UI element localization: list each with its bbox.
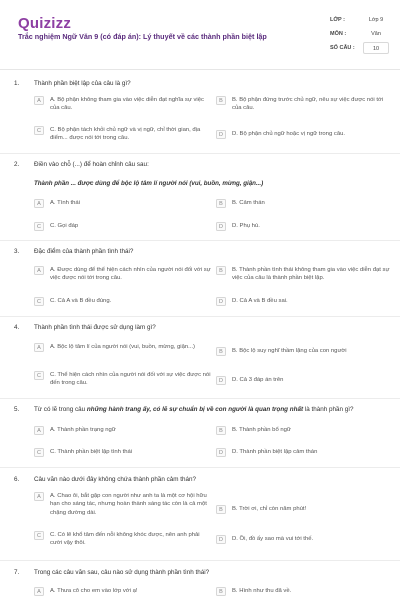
question-text: Thành phần tình thái được sử dụng làm gì? — [34, 324, 156, 331]
worksheet-title: Trắc nghiệm Ngữ Văn 9 (có đáp án): Lý thuyết về các thành phần biệt lập — [18, 32, 267, 41]
quizizz-logo[interactable]: Quizizz — [18, 15, 72, 32]
question-divider — [0, 153, 400, 154]
option-d[interactable] — [216, 535, 394, 544]
option-a[interactable] — [34, 492, 212, 517]
option-text: C. Gọi đáp — [50, 223, 79, 229]
option-c[interactable] — [34, 448, 212, 457]
option-d[interactable] — [216, 130, 394, 139]
option-letter-d: D — [216, 535, 226, 544]
option-letter-a: A — [34, 492, 44, 501]
option-c[interactable] — [34, 371, 212, 388]
subject-label: MÔN : — [330, 31, 347, 37]
option-text: A. Thành phần trạng ngữ — [50, 427, 116, 433]
option-text: A. Thưa cô cho em vào lớp với ạ! — [50, 588, 138, 594]
option-letter-b: B — [216, 266, 226, 275]
option-a[interactable] — [34, 343, 212, 352]
question-number: 7. — [14, 569, 20, 576]
option-letter-d: D — [216, 448, 226, 457]
option-letter-c: C — [34, 531, 44, 540]
question-text-suffix: là thành phần gì? — [303, 406, 354, 413]
option-text: A. Bộc lộ tâm lí của người nói (vui, buồn, mừng, giận...) — [50, 344, 196, 350]
option-a[interactable] — [34, 266, 212, 283]
option-d[interactable] — [216, 222, 394, 231]
option-c[interactable] — [34, 297, 212, 306]
question-text: Thành phần biệt lập của câu là gì? — [34, 80, 131, 87]
option-b[interactable] — [216, 96, 394, 113]
option-letter-b: B — [216, 347, 226, 356]
grade-value: Lớp 9 — [368, 17, 384, 23]
option-letter-c: C — [34, 126, 44, 135]
option-text: A. Tình thái — [50, 200, 81, 206]
option-c[interactable] — [34, 222, 212, 231]
question-text: Trong các câu văn sau, câu nào sử dụng thành phần tình thái? — [34, 569, 210, 576]
option-letter-b: B — [216, 587, 226, 596]
option-text: D. Phụ hú. — [232, 223, 260, 229]
option-letter-d: D — [216, 297, 226, 306]
option-text: C. Thành phần biệt lập tình thái — [50, 449, 133, 455]
option-text: D. Thành phần biệt lập cảm thán — [232, 449, 318, 455]
option-a[interactable] — [34, 587, 212, 596]
question-divider — [0, 240, 400, 241]
subject-field — [330, 28, 390, 42]
question-divider — [0, 316, 400, 317]
option-letter-d: D — [216, 376, 226, 385]
question-number: 1. — [14, 80, 20, 87]
option-b[interactable] — [216, 266, 394, 283]
option-text: B. Thành phần tình thái không tham gia vào việc diễn đạt sự việc của câu là thành phần biệt lập. — [232, 267, 390, 282]
option-letter-d: D — [216, 222, 226, 231]
option-letter-b: B — [216, 426, 226, 435]
option-text: B. Hình như thu đã về. — [232, 588, 292, 594]
option-letter-d: D — [216, 130, 226, 139]
option-letter-c: C — [34, 371, 44, 380]
question-text-prefix: Từ có lẽ trong câu — [34, 406, 87, 413]
question-divider — [0, 560, 400, 561]
option-letter-a: A — [34, 199, 44, 208]
option-b[interactable] — [216, 199, 394, 208]
option-text: D. Bộ phận chủ ngữ hoặc vị ngữ trong câu. — [232, 131, 346, 137]
option-text: D. Ồi, đồ ấy sao mà vui tới thế. — [232, 536, 314, 542]
option-letter-a: A — [34, 96, 44, 105]
question-text — [34, 406, 374, 415]
question-number: 3. — [14, 248, 20, 255]
option-d[interactable] — [216, 376, 394, 385]
option-letter-b: B — [216, 505, 226, 514]
option-text: B. Cảm thán — [232, 200, 265, 206]
option-letter-a: A — [34, 587, 44, 596]
option-text: A. Chao ôi, bắt gặp con người như anh ta là một cơ hội hữu hạn cho sáng tác, nhưng hoàn thành sáng tác còn là cả một chặng đường dài. — [50, 493, 207, 516]
option-c[interactable] — [34, 531, 212, 548]
option-d[interactable] — [216, 297, 394, 306]
option-text: C. Có lẽ khổ tâm đến nỗi không khóc được, nên anh phải cười vậy thôi. — [50, 532, 200, 547]
question-count-value: 10 — [363, 42, 389, 54]
option-text: C. Bộ phận tách khỏi chủ ngữ và vị ngữ, chỉ thời gian, địa điểm... được nói tới trong câu. — [50, 127, 201, 142]
option-text: D. Cả 3 đáp án trên — [232, 377, 284, 383]
option-c[interactable] — [34, 126, 212, 143]
question-number: 5. — [14, 406, 20, 413]
option-text: B. Thành phần bổ ngữ — [232, 427, 291, 433]
option-letter-c: C — [34, 222, 44, 231]
option-text: B. Bộc lộ suy nghĩ thầm lặng của con người — [232, 348, 347, 354]
option-a[interactable] — [34, 426, 212, 435]
question-count-label: SỐ CÂU : — [330, 45, 355, 51]
question-text: Đặc điểm của thành phần tình thái? — [34, 248, 134, 255]
worksheet-header — [0, 0, 400, 72]
question-count-field — [330, 42, 390, 56]
option-a[interactable] — [34, 199, 212, 208]
question-divider — [0, 398, 400, 399]
question-text: Điền vào chỗ (...) để hoàn chỉnh câu sau: — [34, 161, 149, 168]
option-text: A. Được dùng để thể hiện cách nhìn của người nói đối với sự việc được nói tới trong câu. — [50, 267, 211, 282]
option-letter-a: A — [34, 343, 44, 352]
option-text: C. Cả A và B đều đúng. — [50, 298, 112, 304]
option-letter-c: C — [34, 448, 44, 457]
option-letter-c: C — [34, 297, 44, 306]
question-text: Câu văn nào dưới đây không chứa thành phần cảm thán? — [34, 476, 197, 483]
option-b[interactable] — [216, 426, 394, 435]
option-letter-a: A — [34, 266, 44, 275]
header-divider — [0, 69, 400, 70]
option-text: C. Thể hiện cách nhìn của người nói đối với sự việc được nói đến trong câu. — [50, 372, 211, 387]
grade-label: LỚP : — [330, 17, 345, 23]
option-b[interactable] — [216, 347, 394, 356]
question-number: 4. — [14, 324, 20, 331]
option-b[interactable] — [216, 587, 394, 596]
option-letter-b: B — [216, 96, 226, 105]
subject-value: Văn — [371, 31, 381, 37]
question-prompt-sentence: Thành phần ... được dùng để bộc lộ tâm lí người nói (vui, buồn, mừng, giận...) — [34, 180, 264, 187]
option-text: A. Bộ phận không tham gia vào việc diễn đạt nghĩa sự việc của câu. — [50, 97, 204, 112]
option-text: B. Bộ phận đứng trước chủ ngữ, nêu sự việc được nói tới của câu. — [232, 97, 384, 112]
question-number: 2. — [14, 161, 20, 168]
option-letter-a: A — [34, 426, 44, 435]
option-text: B. Trời ơi, chỉ còn năm phút! — [232, 506, 307, 512]
option-text: D. Cả A và B đều sai. — [232, 298, 288, 304]
option-letter-b: B — [216, 199, 226, 208]
option-b[interactable] — [216, 505, 394, 514]
question-number: 6. — [14, 476, 20, 483]
grade-field — [330, 14, 390, 28]
option-a[interactable] — [34, 96, 212, 113]
option-d[interactable] — [216, 448, 394, 457]
question-text-quote: những hành trang ấy, có lẽ sự chuẩn bị về con người là quan trọng nhất — [86, 406, 304, 413]
question-divider — [0, 467, 400, 468]
